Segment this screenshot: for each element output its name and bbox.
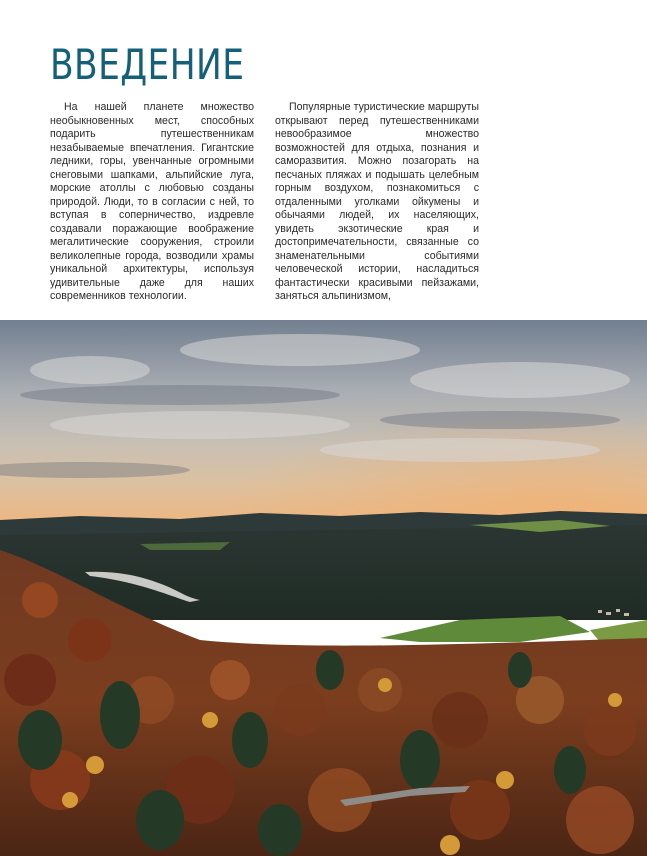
text-column-right: Популярные туристические маршруты открывают перед путешественниками невообразимое множество возможностей для отдыха, познания и саморазвития. Можно позагорать на песчаных пляжах и подышать целебным горным воздухом, познакомиться с отдаленными уголками ойкумены и обычаями людей, их населяющих, увидеть экзотические края и достопримечательности, связанные со знаменательными событиями человеческой истории, насладиться фантастически красивыми пейзажами, заняться альпинизмом,	[275, 101, 479, 302]
text-column-left: На нашей планете множество необыкновенных мест, способных подарить путешественникам незабываемые впечатления. Гигантские ледники, горы, увенчанные огромными снеговыми шапками, альпийские луга, морские атоллы с любовью созданы природой. Люди, то в согласии с ней, то вступая в соперничество, издревле создавали поражающие воображение мегалитические сооружения, строили великолепные города, возводили храмы уникальной архитектуры, используя удивительные даже для наших современников технологии.	[50, 101, 254, 302]
landscape-photo	[0, 320, 647, 856]
autumn-valley-illustration	[0, 320, 647, 856]
page-title: ВВЕДЕНИЕ	[50, 40, 245, 89]
